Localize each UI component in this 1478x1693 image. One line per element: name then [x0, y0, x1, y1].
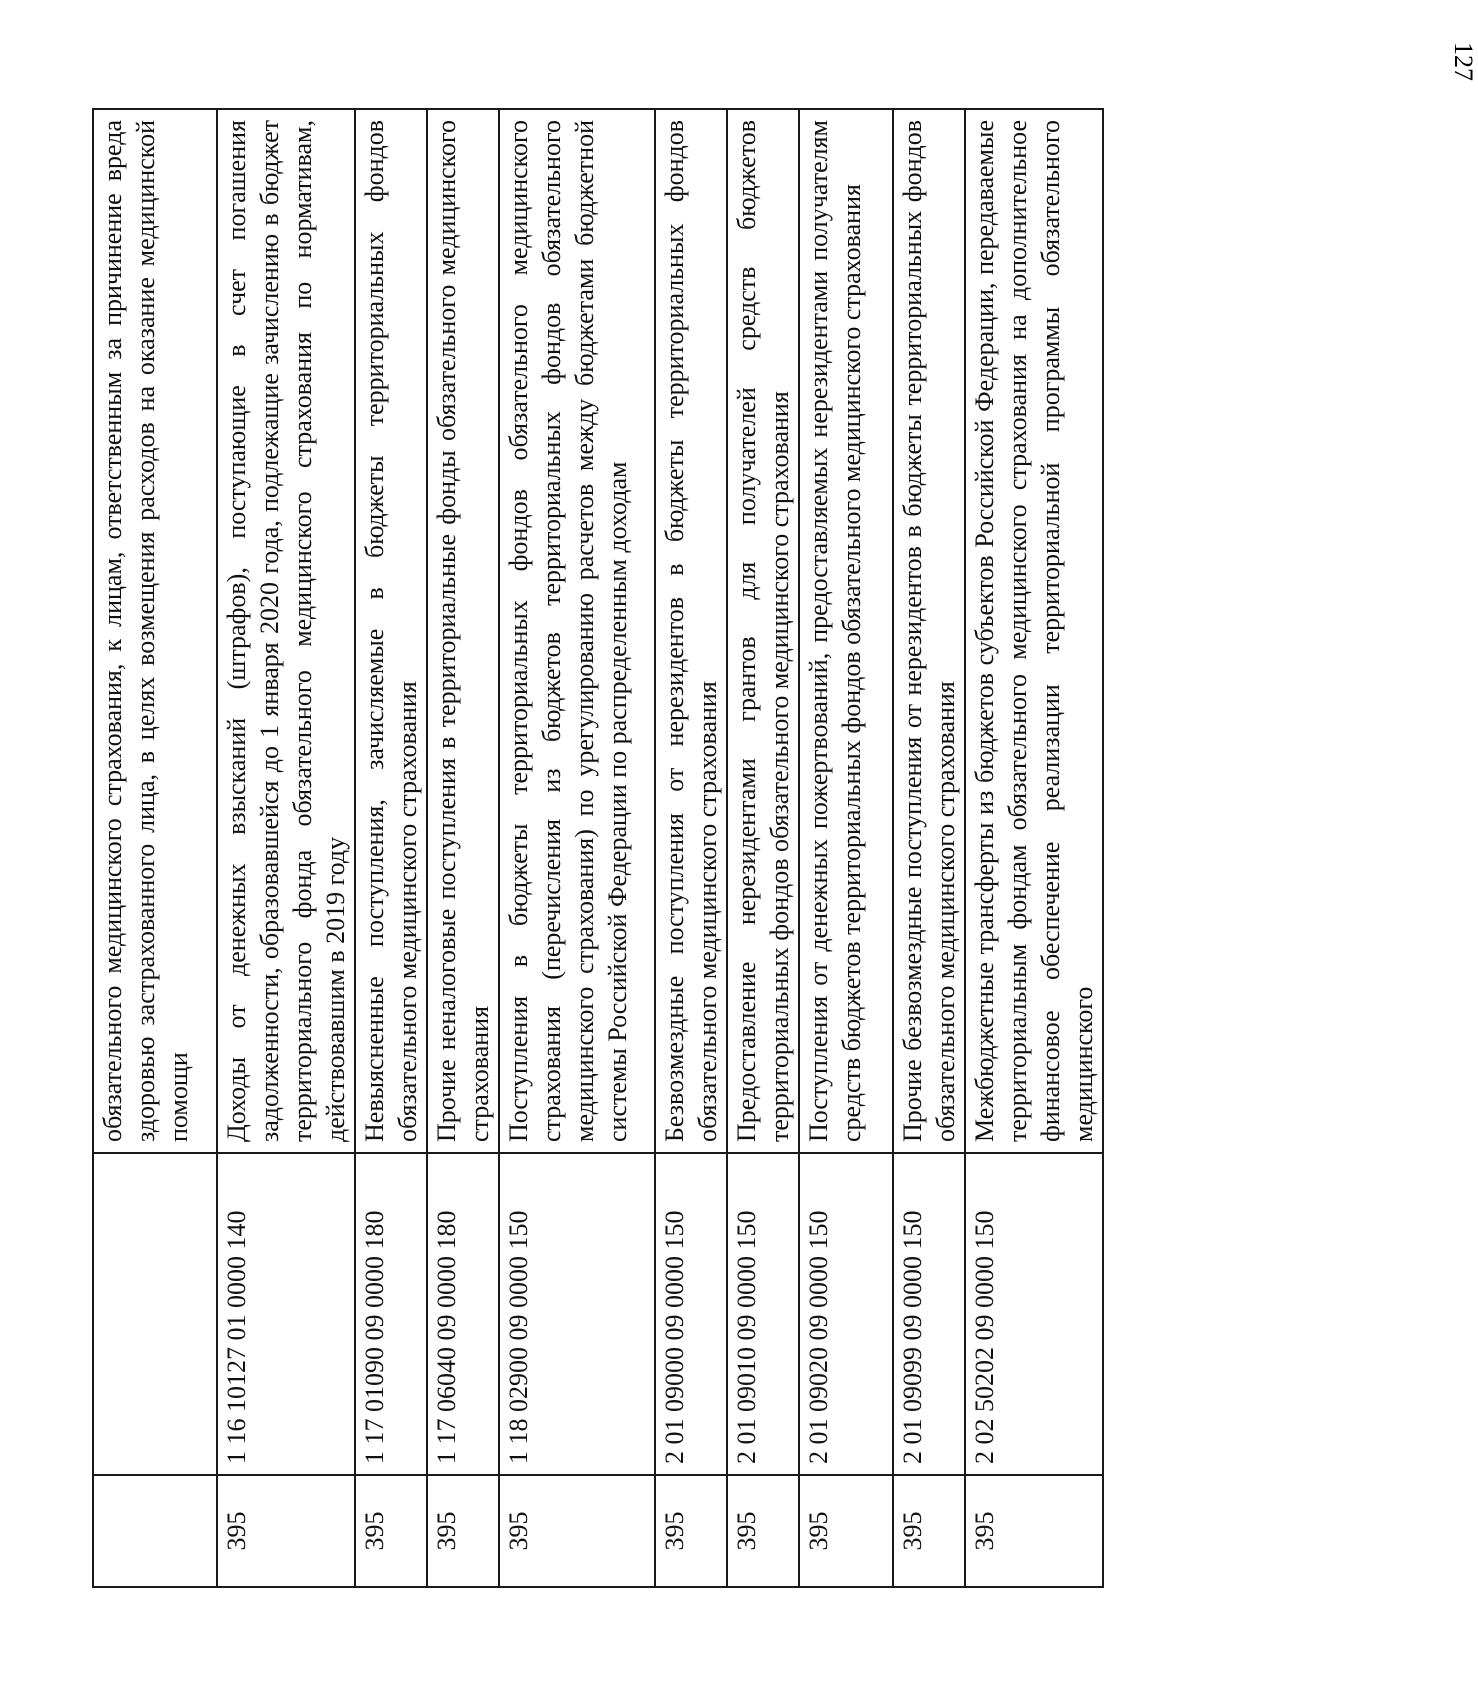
page-number: 127	[1449, 42, 1478, 81]
kbk-code-cell: 2 01 09099 09 0000 150	[893, 1153, 965, 1475]
admin-code-cell: 395	[427, 1475, 499, 1587]
table-row	[93, 109, 217, 1587]
kbk-code-cell: 1 16 10127 01 0000 140	[217, 1153, 355, 1475]
table-row	[355, 109, 427, 1587]
admin-code-cell	[93, 1475, 217, 1587]
kbk-code-cell: 2 01 09010 09 0000 150	[727, 1153, 799, 1475]
admin-code-cell: 395	[893, 1475, 965, 1587]
income-name-cell: Межбюджетные трансферты из бюджетов субъектов Российской Федерации, передаваемые территориальным фондам обязательного медицинского страхования на дополнительное финансовое обеспечение реализации территориальной программы обязательного медицинского	[965, 109, 1103, 1153]
income-name-cell: обязательного медицинского страхования, к лицам, ответственным за причинение вреда здоровью застрахованного лица, в целях возмещения расходов на оказание медицинской помощи	[93, 109, 217, 1153]
table-row	[655, 109, 727, 1587]
income-name-cell: Поступления в бюджеты территориальных фондов обязательного медицинского страхования (перечисления из бюджетов территориальных фондов обязательного медицинского страхования) по урегулированию расчетов между бюджетами бюджетной системы Российской Федерации по распределенным доходам	[499, 109, 655, 1153]
admin-code-cell: 395	[727, 1475, 799, 1587]
budget-classification-table	[92, 108, 1104, 1588]
admin-code-cell: 395	[499, 1475, 655, 1587]
table-row	[965, 109, 1103, 1587]
income-name-cell: Поступления от денежных пожертвований, предоставляемых нерезидентами получателям средств бюджетов территориальных фондов обязательного медицинского страхования	[799, 109, 893, 1153]
income-name-cell: Прочие безвозмездные поступления от нерезидентов в бюджеты территориальных фондов обязательного медицинского страхования	[893, 109, 965, 1153]
kbk-code-cell: 2 01 09000 09 0000 150	[655, 1153, 727, 1475]
table-row	[727, 109, 799, 1587]
kbk-code-cell: 1 17 06040 09 0000 180	[427, 1153, 499, 1475]
admin-code-cell: 395	[217, 1475, 355, 1587]
income-name-cell: Невыясненные поступления, зачисляемые в бюджеты территориальных фондов обязательного медицинского страхования	[355, 109, 427, 1153]
admin-code-cell: 395	[655, 1475, 727, 1587]
table-row	[799, 109, 893, 1587]
table-row	[217, 109, 355, 1587]
table-row	[499, 109, 655, 1587]
kbk-code-cell: 2 02 50202 09 0000 150	[965, 1153, 1103, 1475]
income-name-cell: Прочие неналоговые поступления в территориальные фонды обязательного медицинского страхования	[427, 109, 499, 1153]
admin-code-cell: 395	[965, 1475, 1103, 1587]
kbk-code-cell: 1 18 02900 09 0000 150	[499, 1153, 655, 1475]
kbk-code-cell: 1 17 01090 09 0000 180	[355, 1153, 427, 1475]
rotated-table-page	[92, 108, 1098, 1588]
table-row	[893, 109, 965, 1587]
income-name-cell: Доходы от денежных взысканий (штрафов), поступающие в счет погашения задолженности, образовавшейся до 1 января 2020 года, подлежащие зачислению в бюджет территориального фонда обязательного медицинского страхования по нормативам, действовавшим в 2019 году	[217, 109, 355, 1153]
income-name-cell: Предоставление нерезидентами грантов для получателей средств бюджетов территориальных фондов обязательного медицинского страхования	[727, 109, 799, 1153]
kbk-code-cell	[93, 1153, 217, 1475]
kbk-code-cell: 2 01 09020 09 0000 150	[799, 1153, 893, 1475]
table-row	[427, 109, 499, 1587]
income-name-cell: Безвозмездные поступления от нерезидентов в бюджеты территориальных фондов обязательного медицинского страхования	[655, 109, 727, 1153]
admin-code-cell: 395	[355, 1475, 427, 1587]
admin-code-cell: 395	[799, 1475, 893, 1587]
